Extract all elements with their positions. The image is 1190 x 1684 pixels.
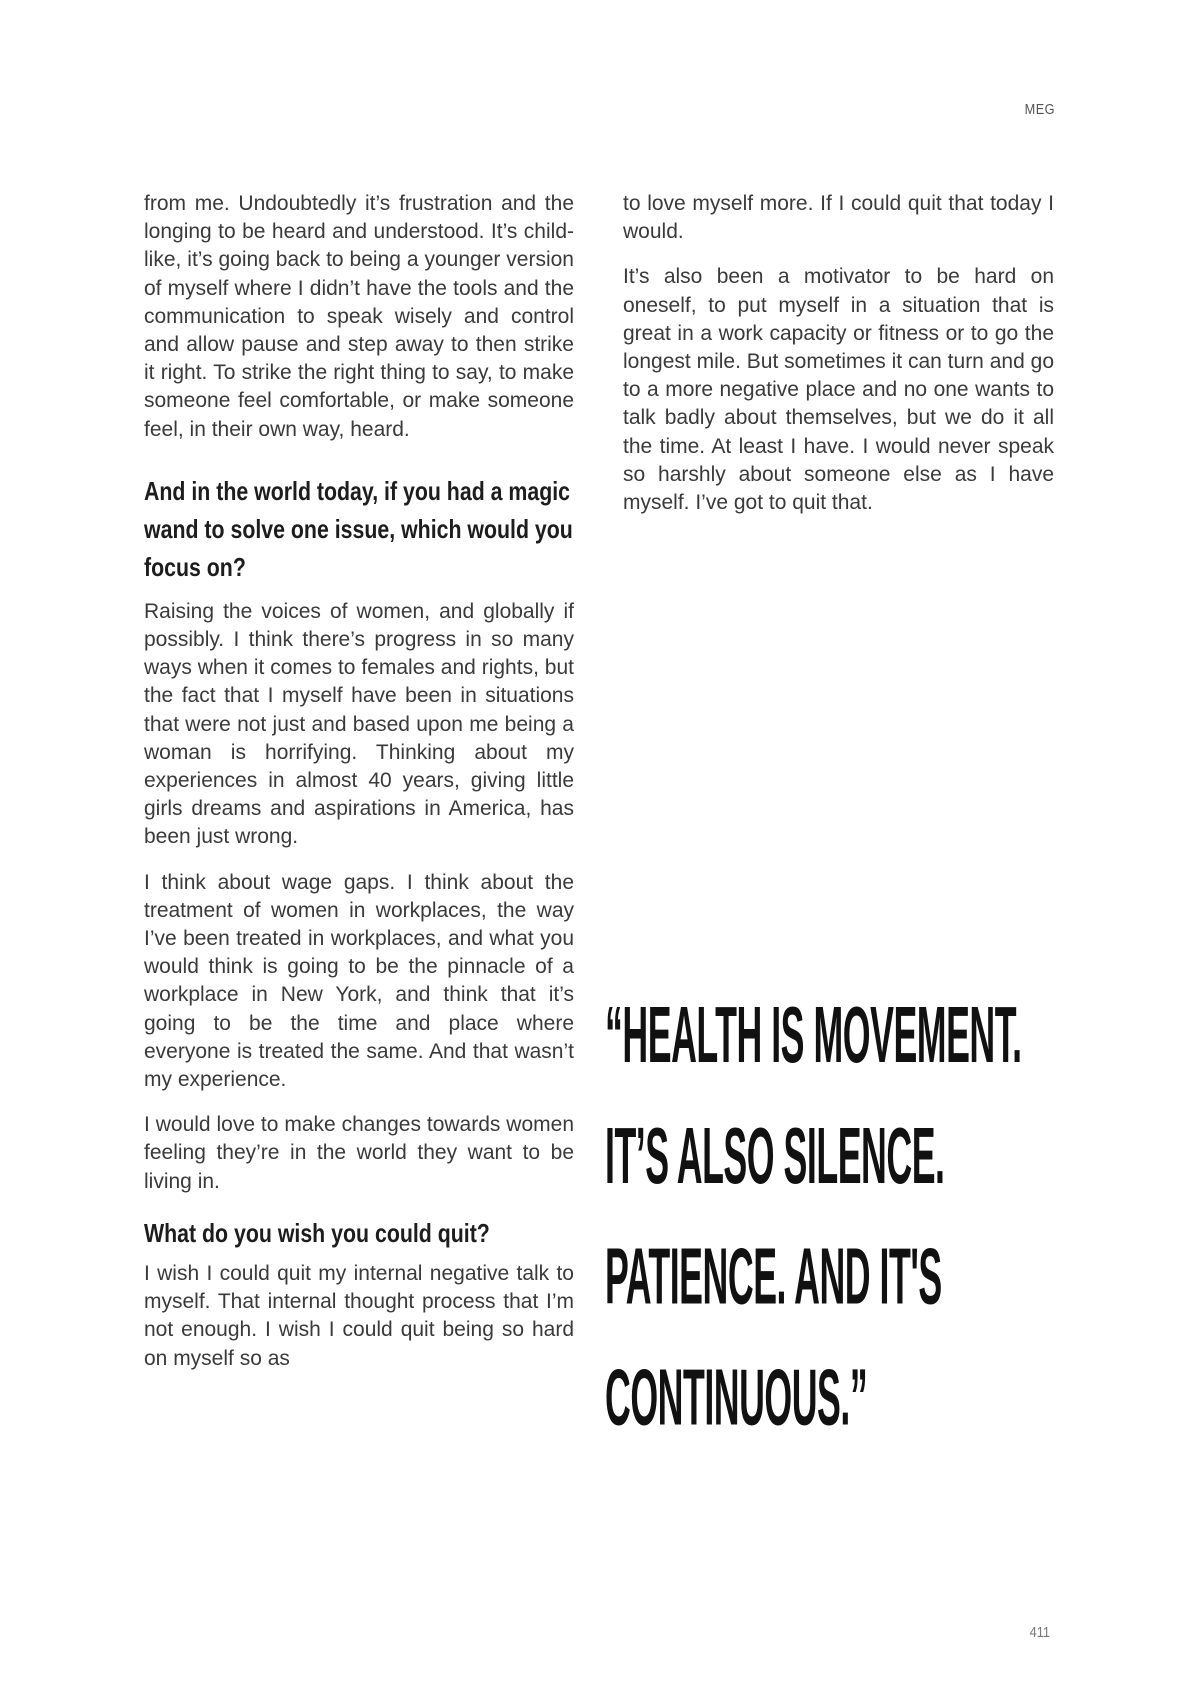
pull-quote-line: “HEALTH IS MOVEMENT. <box>605 990 1022 1080</box>
pull-quote-line: IT’S ALSO SILENCE. <box>605 1111 945 1201</box>
pull-quote-line: PATIENCE. AND IT'S <box>605 1232 942 1322</box>
body-paragraph: I wish I could quit my internal negative talk to myself. That internal thought process that I’m not enough. I wish I could quit being so hard on myself so as <box>144 1261 574 1370</box>
page-number: 411 <box>1029 1624 1050 1641</box>
body-paragraph: It’s also been a motivator to be hard on oneself, to put myself in a situation that is great in a work capacity or fitness or to go the longest mile. But sometimes it can turn and go to a more negative place and no one wants to talk badly about themselves, but we do it all the time. At least I have. I would never speak so harshly about someone else as I have myself. I’ve got to quit that. <box>623 265 1054 515</box>
body-paragraph: I would love to make changes towards women feeling they’re in the world they want to be living in. <box>144 1113 574 1193</box>
right-column <box>623 190 1054 534</box>
body-paragraph: I think about wage gaps. I think about the treatment of women in workplaces, the way I’ve been treated in workplaces, and what you would think is going to be the pinnacle of a workplace in New York, and think that it’s going to be the time and place where everyone is treated the same. And that wasn’t my experience. <box>144 870 574 1092</box>
interview-question: What do you wish you could quit? <box>144 1217 490 1248</box>
pull-quote <box>605 975 1022 1458</box>
body-paragraph: to love myself more. If I could quit that today I would. <box>623 192 1054 244</box>
running-head: MEG <box>1024 101 1055 118</box>
interview-question: And in the world today, if you had a magic wand to solve one issue, which would you focus on? <box>144 475 573 582</box>
body-paragraph: from me. Undoubtedly it’s frustration and the longing to be heard and understood. It’s child-like, it’s going back to being a younger version of myself where I didn’t have the tools and the communication to speak wisely and control and allow pause and step away to then strike it right. To strike the right thing to say, to make someone feel comfortable, or make someone feel, in their own way, heard. <box>144 192 574 441</box>
left-column <box>144 190 574 1390</box>
body-paragraph: Raising the voices of women, and globally if possibly. I think there’s progress in so many ways when it comes to females and rights, but the fact that I myself have been in situations that were not just and based upon me being a woman is horrifying. Thinking about my experiences in almost 40 years, giving little girls dreams and aspirations in America, has been just wrong. <box>144 599 574 849</box>
pull-quote-line: CONTINUOUS.” <box>605 1353 868 1443</box>
